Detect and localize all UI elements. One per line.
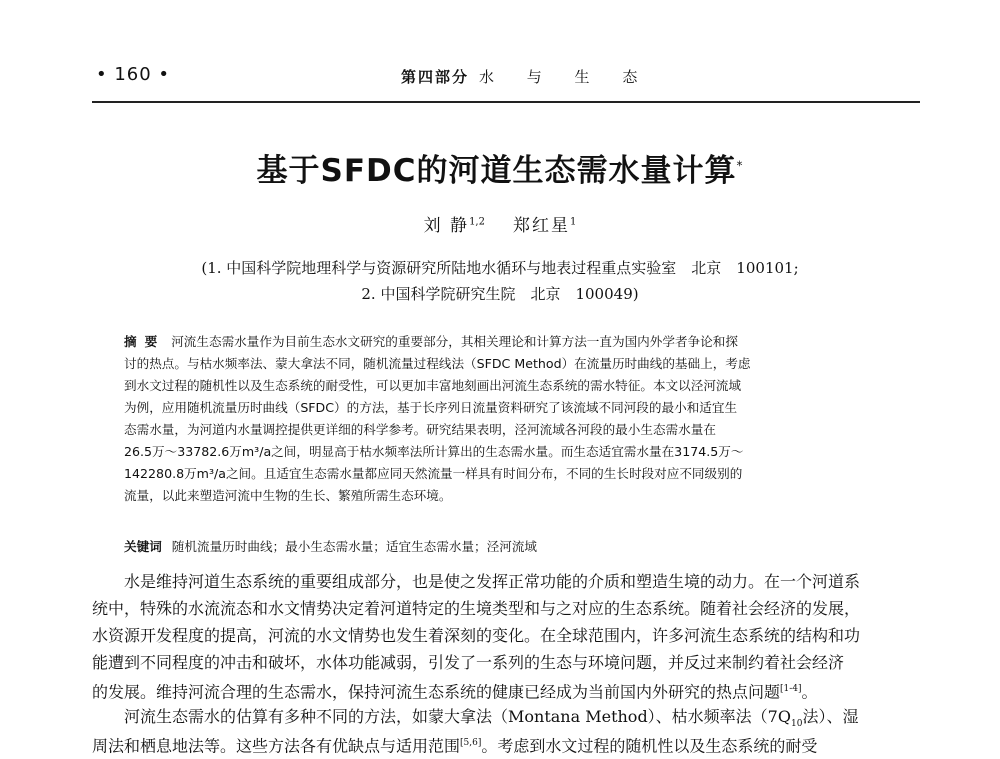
- citation: [1-4]: [780, 684, 802, 694]
- section-label: 第四部分: [401, 68, 470, 86]
- author-name: 郑红星: [512, 216, 570, 236]
- abstract-line: 态需水量，为河道内水量调控提供更详细的科学参考。研究结果表明，泾河流域各河段的最小生态需水量在: [124, 422, 716, 437]
- body-line: 水资源开发程度的提高，河流的水文情势也发生着深刻的变化。在全球范围内，许多河流生态系统的结构和功: [92, 626, 861, 645]
- page-number: • 160 •: [96, 64, 171, 85]
- abstract-label: 摘要: [124, 334, 166, 349]
- running-head: [401, 66, 651, 87]
- paper-title: [0, 145, 1000, 190]
- body-line: 统中，特殊的水流流态和水文情势决定着河道特定的生境类型和与之对应的生态系统。随着社会经济的发展，: [92, 599, 861, 618]
- keywords-label: 关键词: [124, 539, 162, 554]
- abstract-line: 到水文过程的随机性以及生态系统的耐受性，可以更加丰富地刻画出河流生态系统的需水特征。本文以泾河流域: [124, 378, 742, 393]
- body-line: 周法和栖息地法等。这些方法各有优缺点与适用范围[5,6]。考虑到水文过程的随机性以及生态系统的耐受: [92, 736, 818, 756]
- affiliation-line-2: 2. 中国科学院研究生院 北京 100049): [361, 285, 639, 303]
- abstract-line: 26.5万～33782.6万m³/a之间，明显高于枯水频率法所计算出的生态需水量。而生态适宜需水量在3174.5万～: [124, 444, 744, 459]
- header-rule: [92, 101, 920, 103]
- abstract-line: 讨的热点。与枯水频率法、蒙大拿法不同，随机流量过程线法（SFDC Method）在流量历时曲线的基础上，考虑: [124, 356, 751, 371]
- abstract-line: 流量，以此来塑造河流中生物的生长、繁殖所需生态环境。: [124, 488, 452, 503]
- author-name: 刘 静: [423, 216, 470, 236]
- author-line: [0, 211, 1000, 236]
- author-affil-mark: 1: [569, 216, 577, 228]
- body-line: 河流生态需水的估算有多种不同的方法，如蒙大拿法（Montana Method）、枯水频率法（$7Q_{10}$法）、湿: [124, 707, 859, 730]
- title-footnote-mark: *: [736, 158, 744, 173]
- affiliation-line-1: (1. 中国科学院地理科学与资源研究所陆地水循环与地表过程重点实验室 北京 100101;: [201, 259, 799, 277]
- body-line: 水是维持河道生态系统的重要组成部分，也是使之发挥正常功能的介质和塑造生境的动力。在一个河道系: [124, 572, 861, 591]
- keywords-text: 随机流量历时曲线；最小生态需水量；适宜生态需水量；泾河流域: [171, 539, 537, 554]
- citation: [5,6]: [460, 738, 482, 748]
- abstract-line: 142280.8万m³/a之间。且适宜生态需水量都应同天然流量一样具有时间分布，不同的生长时段对应不同级别的: [124, 466, 743, 481]
- keywords: [124, 536, 894, 555]
- abstract-line: 摘要 河流生态需水量作为目前生态水文研究的重要部分，其相关理论和计算方法一直为国内外学者争论和探: [124, 334, 738, 349]
- body-line: 的发展。维持河流合理的生态需水，保持河流生态系统的健康已经成为当前国内外研究的热点问题[1-4]。: [92, 682, 818, 702]
- body-line: 能遭到不同程度的冲击和破坏，水体功能减弱，引发了一系列的生态与环境问题，并反过来制约着社会经济: [92, 653, 845, 672]
- author-affil-mark: 1,2: [469, 216, 485, 228]
- title-text: 基于SFDC的河道生态需水量计算: [256, 153, 737, 189]
- section-title: 水 与 生 态: [479, 68, 652, 86]
- running-header: [96, 64, 918, 94]
- abstract-line: 为例，应用随机流量历时曲线（SFDC）的方法，基于长序列日流量资料研究了该流域不同河段的最小和适宜生: [124, 400, 738, 415]
